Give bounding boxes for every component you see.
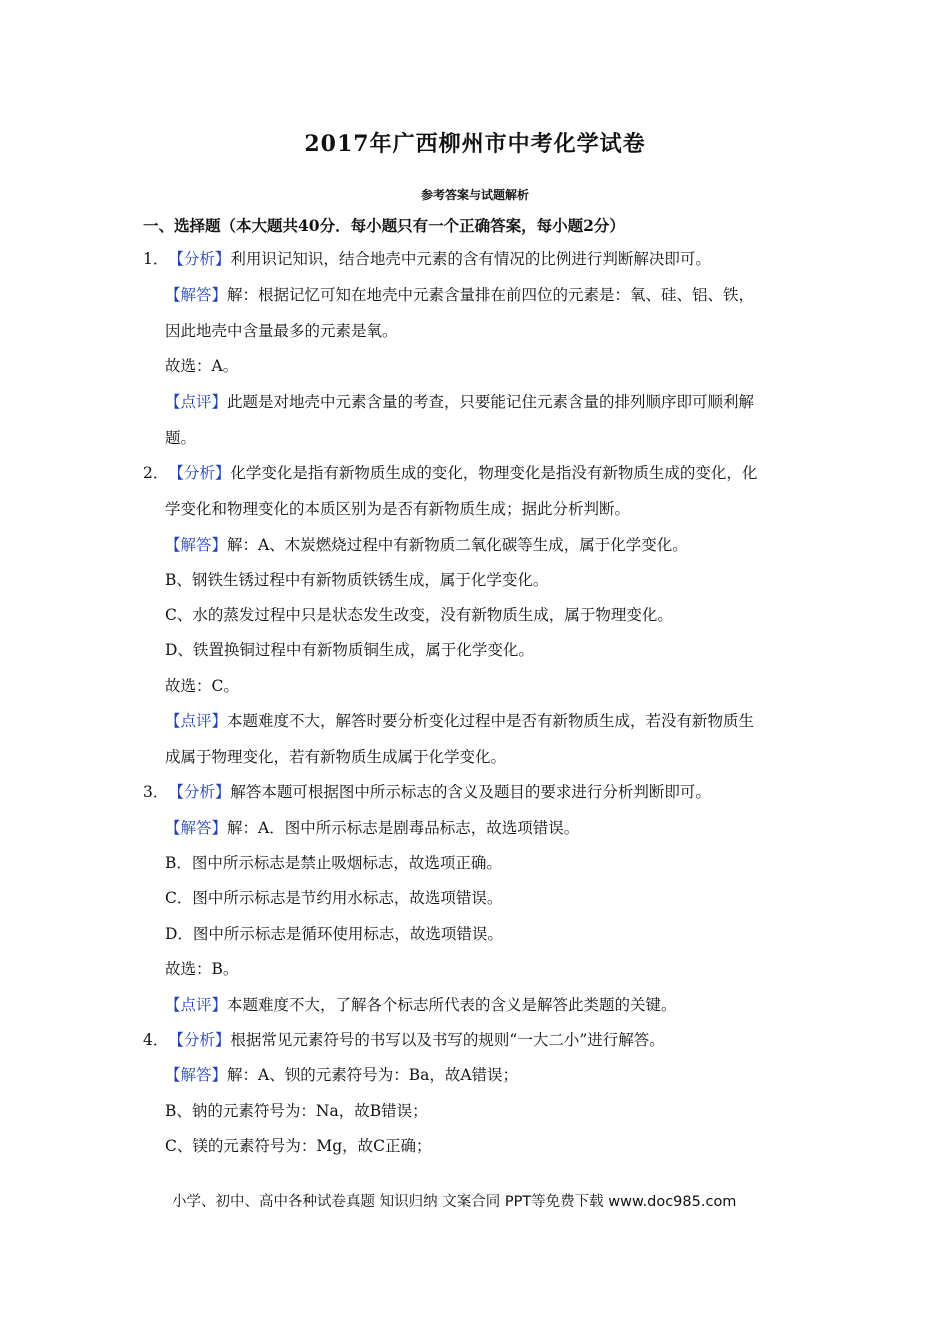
page-title: 2017年广西柳州市中考化学试卷: [304, 131, 646, 157]
q3-answer-a: 【解答】解：A．图中所示标志是剧毒品标志，故选项错误。: [165, 819, 580, 837]
q2-choice: 故选：C。: [165, 677, 239, 695]
q2-comment: 【点评】本题难度不大，解答时要分析变化过程中是否有新物质生成，若没有新物质生: [165, 712, 755, 730]
q4-answer-c: C、镁的元素符号为：Mg，故C正确；: [165, 1137, 432, 1155]
q2-answer-d: D、铁置换铜过程中有新物质铜生成，属于化学变化。: [165, 641, 534, 659]
q3-answer-b: B．图中所示标志是禁止吸烟标志，故选项正确。: [165, 854, 502, 872]
q1-comment: 【点评】此题是对地壳中元素含量的考查，只要能记住元素含量的排列顺序即可顺利解: [165, 393, 755, 411]
q1-analysis: 1．【分析】利用识记知识，结合地壳中元素的含有情况的比例进行判断解决即可。: [143, 250, 711, 268]
page-footer: 小学、初中、高中各种试卷真题 知识归纳 文案合同 PPT等免费下载 www.doc985.com: [172, 1194, 737, 1210]
q3-choice: 故选：B。: [165, 960, 239, 978]
q1-choice: 故选：A。: [165, 357, 239, 375]
q4-analysis: 4．【分析】根据常见元素符号的书写以及书写的规则“一大二小”进行解答。: [143, 1031, 665, 1049]
q2-analysis: 2．【分析】化学变化是指有新物质生成的变化，物理变化是指没有新物质生成的变化，化: [143, 464, 758, 482]
q3-comment: 【点评】本题难度不大，了解各个标志所代表的含义是解答此类题的关键。: [165, 996, 677, 1014]
q1-answer-cont: 因此地壳中含量最多的元素是氧。: [165, 322, 398, 340]
page-subtitle: 参考答案与试题解析: [420, 188, 529, 202]
section-heading: 一、选择题（本大题共40分．每小题只有一个正确答案，每小题2分）: [143, 216, 625, 235]
q1-comment-cont: 题。: [165, 429, 197, 447]
q3-analysis: 3．【分析】解答本题可根据图中所示标志的含义及题目的要求进行分析判断即可。: [143, 783, 711, 801]
q2-answer-c: C、水的蒸发过程中只是状态发生改变，没有新物质生成，属于物理变化。: [165, 606, 673, 624]
q4-answer-a: 【解答】解：A、钡的元素符号为：Ba，故A错误；: [165, 1066, 519, 1084]
q3-answer-d: D．图中所示标志是循环使用标志，故选项错误。: [165, 925, 503, 943]
q2-answer-b: B、钢铁生锈过程中有新物质铁锈生成，属于化学变化。: [165, 571, 549, 589]
q1-answer: 【解答】解：根据记忆可知在地壳中元素含量排在前四位的元素是：氧、硅、铝、铁，: [165, 286, 755, 304]
q4-answer-b: B、钠的元素符号为：Na，故B错误；: [165, 1102, 428, 1120]
q2-comment-cont: 成属于物理变化，若有新物质生成属于化学变化。: [165, 748, 507, 766]
q2-answer-a: 【解答】解：A、木炭燃烧过程中有新物质二氧化碳等生成，属于化学变化。: [165, 536, 688, 554]
q3-answer-c: C．图中所示标志是节约用水标志，故选项错误。: [165, 889, 503, 907]
q2-analysis-cont: 学变化和物理变化的本质区别为是否有新物质生成；据此分析判断。: [165, 500, 631, 518]
